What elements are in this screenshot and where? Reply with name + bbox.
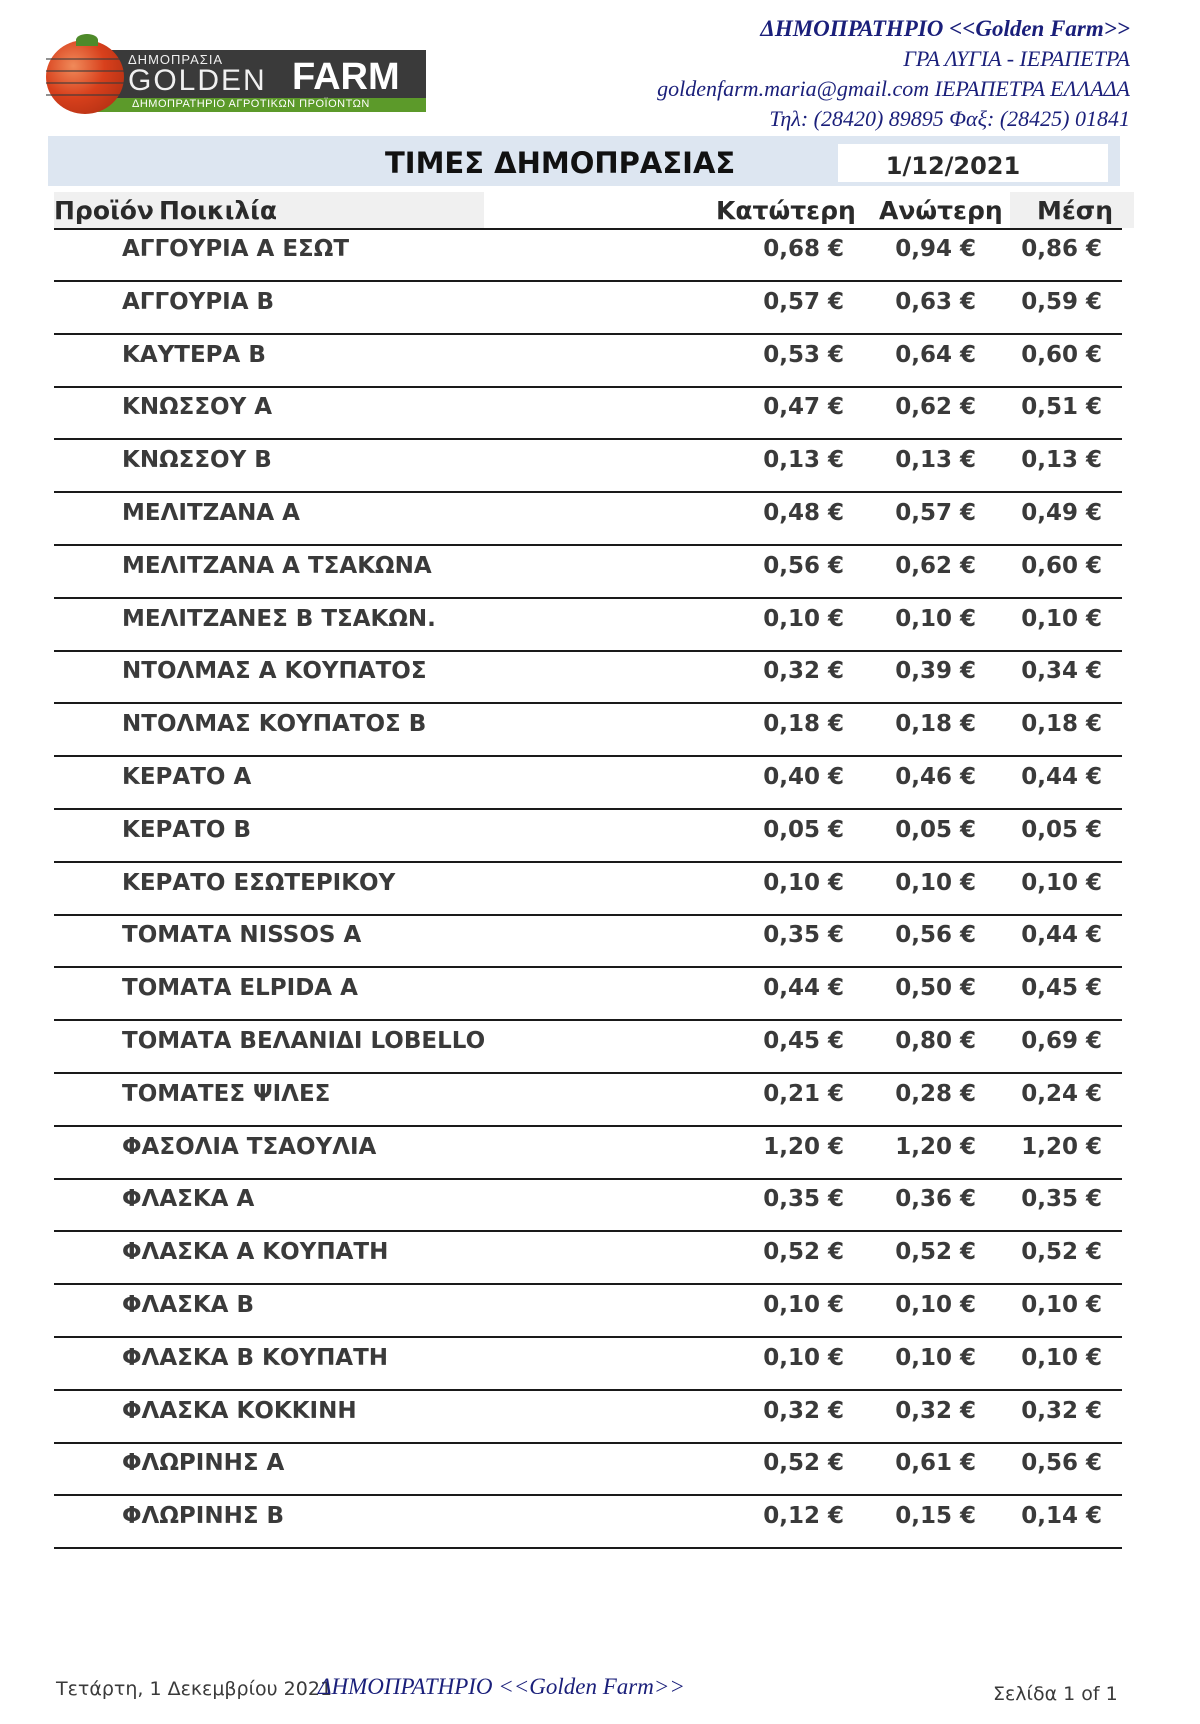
row-divider [54, 333, 1122, 335]
price-avg: 0,18 € [1021, 711, 1102, 738]
price-low: 0,32 € [763, 658, 844, 685]
product-name: ΤΟΜΑΤΕΣ ΨΙΛΕΣ [122, 1080, 331, 1107]
row-divider [54, 386, 1122, 388]
footer-company-name: ΔΗΜΟΠΡΑΤΗΡΙΟ <<Golden Farm>> [318, 1674, 685, 1699]
price-avg: 0,34 € [1021, 658, 1102, 685]
footer-page-number: Σελίδα 1 of 1 [993, 1683, 1118, 1705]
price-avg: 0,69 € [1021, 1027, 1102, 1054]
row-divider [54, 1389, 1122, 1391]
row-divider [54, 1230, 1122, 1232]
column-header-avg: Μέση [1037, 196, 1114, 225]
price-avg: 0,86 € [1021, 236, 1102, 262]
product-name: ΚΕΡΑΤΟ Α [122, 763, 252, 790]
row-divider [54, 1072, 1122, 1074]
price-low: 0,10 € [763, 1344, 844, 1371]
price-avg: 0,05 € [1021, 816, 1102, 843]
page-title: ΤΙΜΕΣ ΔΗΜΟΠΡΑΣΙΑΣ [385, 146, 736, 180]
product-name: ΤΟΜΑΤΑ ΒΕΛΑΝΙΔΙ LOBELLO [122, 1027, 486, 1054]
price-avg: 0,32 € [1021, 1397, 1102, 1424]
logo-farm-text: FARM [292, 56, 400, 98]
price-low: 0,10 € [763, 1291, 844, 1318]
price-high: 0,64 € [895, 341, 976, 368]
table-row [0, 1444, 1200, 1497]
price-high: 0,10 € [895, 869, 976, 896]
price-avg: 0,10 € [1021, 1291, 1102, 1318]
price-low: 0,57 € [763, 288, 844, 315]
product-name: ΦΛΑΣΚΑ ΚΟΚΚΙΝΗ [122, 1397, 357, 1424]
price-high: 0,10 € [895, 605, 976, 632]
price-low: 0,68 € [763, 236, 844, 262]
price-high: 0,32 € [895, 1397, 976, 1424]
price-high: 0,15 € [895, 1503, 976, 1530]
table-row [0, 388, 1200, 441]
column-header-high: Ανώτερη [879, 196, 1003, 225]
product-name: ΦΛΩΡΙΝΗΣ Α [122, 1450, 285, 1477]
table-row [0, 230, 1200, 283]
price-avg: 0,14 € [1021, 1503, 1102, 1530]
price-high: 0,10 € [895, 1344, 976, 1371]
price-low: 0,45 € [763, 1027, 844, 1054]
price-high: 0,52 € [895, 1239, 976, 1266]
product-name: ΜΕΛΙΤΖΑΝΕΣ Β ΤΣΑΚΩΝ. [122, 605, 436, 632]
price-avg: 0,10 € [1021, 869, 1102, 896]
price-high: 0,62 € [895, 394, 976, 421]
product-name: ΝΤΟΛΜΑΣ Α ΚΟΥΠΑΤΟΣ [122, 658, 427, 685]
column-header-low: Κατώτερη [716, 196, 856, 225]
price-high: 0,56 € [895, 922, 976, 949]
price-low: 0,56 € [763, 552, 844, 579]
price-low: 0,35 € [763, 1186, 844, 1213]
table-row [0, 916, 1200, 969]
price-high: 0,62 € [895, 552, 976, 579]
row-divider [54, 808, 1122, 810]
price-low: 0,48 € [763, 499, 844, 526]
price-avg: 0,45 € [1021, 975, 1102, 1002]
price-low: 0,52 € [763, 1239, 844, 1266]
table-row [0, 336, 1200, 389]
row-divider [54, 1178, 1122, 1180]
row-divider [54, 597, 1122, 599]
price-avg: 0,10 € [1021, 605, 1102, 632]
price-avg: 0,56 € [1021, 1450, 1102, 1477]
price-avg: 0,13 € [1021, 447, 1102, 474]
price-high: 0,94 € [895, 236, 976, 262]
product-name: ΤΟΜΑΤΑ ELPIDA Α [122, 975, 358, 1002]
table-row [0, 1128, 1200, 1181]
price-low: 0,32 € [763, 1397, 844, 1424]
price-low: 0,35 € [763, 922, 844, 949]
row-divider [54, 438, 1122, 440]
price-high: 0,46 € [895, 763, 976, 790]
price-avg: 0,60 € [1021, 341, 1102, 368]
table-row [0, 652, 1200, 705]
price-avg: 0,59 € [1021, 288, 1102, 315]
price-high: 0,61 € [895, 1450, 976, 1477]
header-address: ΓΡΑ ΛΥΓΙΑ - ΙΕΡΑΠΕΤΡΑ [903, 46, 1130, 71]
price-avg: 0,44 € [1021, 763, 1102, 790]
logo-tagline: ΔΗΜΟΠΡΑΤΗΡΙΟ ΑΓΡΟΤΙΚΩΝ ΠΡΟΪΟΝΤΩΝ [132, 98, 370, 110]
product-name: ΚΕΡΑΤΟ Β [122, 816, 251, 843]
price-low: 0,21 € [763, 1080, 844, 1107]
product-name: ΦΛΩΡΙΝΗΣ Β [122, 1503, 285, 1530]
product-name: ΚΝΩΣΣΟΥ Β [122, 447, 272, 474]
table-row [0, 494, 1200, 547]
table-row [0, 600, 1200, 653]
table-row [0, 547, 1200, 600]
price-avg: 0,51 € [1021, 394, 1102, 421]
price-avg: 0,44 € [1021, 922, 1102, 949]
row-divider [54, 650, 1122, 652]
price-low: 1,20 € [763, 1133, 844, 1160]
table-row [0, 1497, 1200, 1550]
price-avg: 1,20 € [1021, 1133, 1102, 1160]
price-avg: 0,35 € [1021, 1186, 1102, 1213]
row-divider [54, 861, 1122, 863]
product-name: ΦΛΑΣΚΑ Β [122, 1291, 255, 1318]
golden-farm-logo [46, 36, 426, 114]
table-row [0, 758, 1200, 811]
price-high: 0,18 € [895, 711, 976, 738]
table-row [0, 811, 1200, 864]
price-low: 0,53 € [763, 341, 844, 368]
product-name: ΚΝΩΣΣΟΥ Α [122, 394, 273, 421]
product-name: ΜΕΛΙΤΖΑΝΑ Α [122, 499, 300, 526]
table-row [0, 1286, 1200, 1339]
row-divider [54, 755, 1122, 757]
row-divider [54, 702, 1122, 704]
price-avg: 0,52 € [1021, 1239, 1102, 1266]
row-divider [54, 1125, 1122, 1127]
price-high: 0,10 € [895, 1291, 976, 1318]
row-divider [54, 914, 1122, 916]
column-header-variety: Ποικιλία [159, 196, 278, 225]
row-divider [54, 1547, 1122, 1549]
table-row [0, 1075, 1200, 1128]
product-name: ΝΤΟΛΜΑΣ ΚΟΥΠΑΤΟΣ Β [122, 711, 427, 738]
price-high: 0,36 € [895, 1186, 976, 1213]
product-name: ΑΓΓΟΥΡΙΑ Β [122, 288, 275, 315]
price-high: 0,63 € [895, 288, 976, 315]
product-name: ΦΛΑΣΚΑ Α [122, 1186, 255, 1213]
table-row [0, 1233, 1200, 1286]
price-high: 0,13 € [895, 447, 976, 474]
price-low: 0,10 € [763, 605, 844, 632]
price-high: 0,80 € [895, 1027, 976, 1054]
table-row [0, 1022, 1200, 1075]
product-name: ΜΕΛΙΤΖΑΝΑ Α ΤΣΑΚΩΝΑ [122, 552, 432, 579]
price-high: 1,20 € [895, 1133, 976, 1160]
auction-date: 1/12/2021 [885, 152, 1021, 180]
price-high: 0,28 € [895, 1080, 976, 1107]
header-email: goldenfarm.maria@gmail.com ΙΕΡΑΠΕΤΡΑ ΕΛΛΑΔΑ [657, 76, 1130, 101]
price-low: 0,44 € [763, 975, 844, 1002]
header-phone-fax: Τηλ: (28420) 89895 Φαξ: (28425) 01841 [769, 106, 1130, 131]
price-low: 0,13 € [763, 447, 844, 474]
product-name: ΤΟΜΑΤΑ NISSOS Α [122, 922, 362, 949]
price-avg: 0,10 € [1021, 1344, 1102, 1371]
row-divider [54, 280, 1122, 282]
price-low: 0,05 € [763, 816, 844, 843]
price-low: 0,52 € [763, 1450, 844, 1477]
row-divider [54, 1494, 1122, 1496]
table-row [0, 1339, 1200, 1392]
product-name: ΚΑΥΤΕΡΑ Β [122, 341, 266, 368]
logo-golden-text: GOLDEN [128, 64, 267, 97]
table-row [0, 969, 1200, 1022]
price-table [0, 230, 1200, 1550]
price-low: 0,40 € [763, 763, 844, 790]
price-avg: 0,49 € [1021, 499, 1102, 526]
price-low: 0,10 € [763, 869, 844, 896]
leaf-icon [76, 34, 98, 46]
table-row [0, 441, 1200, 494]
price-high: 0,05 € [895, 816, 976, 843]
table-row [0, 705, 1200, 758]
product-name: ΦΑΣΟΛΙΑ ΤΣΑΟΥΛΙΑ [122, 1133, 377, 1160]
price-low: 0,18 € [763, 711, 844, 738]
row-divider [54, 1336, 1122, 1338]
price-high: 0,50 € [895, 975, 976, 1002]
price-avg: 0,60 € [1021, 552, 1102, 579]
header-company-name: ΔΗΜΟΠΡΑΤΗΡΙΟ <<Golden Farm>> [760, 16, 1130, 41]
price-avg: 0,24 € [1021, 1080, 1102, 1107]
table-row [0, 1392, 1200, 1445]
table-row [0, 864, 1200, 917]
table-row [0, 1180, 1200, 1233]
column-header-product: Προϊόν [54, 196, 154, 225]
row-divider [54, 1019, 1122, 1021]
product-name: ΦΛΑΣΚΑ Α ΚΟΥΠΑΤΗ [122, 1239, 389, 1266]
row-divider [54, 1442, 1122, 1444]
logo-small-text: ΔΗΜΟΠΡΑΣΙΑ [128, 52, 224, 67]
row-divider [54, 1283, 1122, 1285]
price-low: 0,12 € [763, 1503, 844, 1530]
tomato-icon [46, 40, 124, 114]
price-low: 0,47 € [763, 394, 844, 421]
product-name: ΦΛΑΣΚΑ Β ΚΟΥΠΑΤΗ [122, 1344, 389, 1371]
row-divider [54, 544, 1122, 546]
footer-date: Τετάρτη, 1 Δεκεμβρίου 2021 [56, 1678, 333, 1700]
table-row [0, 283, 1200, 336]
product-name: ΚΕΡΑΤΟ ΕΣΩΤΕΡΙΚΟΥ [122, 869, 396, 896]
row-divider [54, 966, 1122, 968]
price-high: 0,57 € [895, 499, 976, 526]
row-divider [54, 491, 1122, 493]
product-name: ΑΓΓΟΥΡΙΑ Α ΕΣΩΤ [122, 236, 350, 262]
price-high: 0,39 € [895, 658, 976, 685]
